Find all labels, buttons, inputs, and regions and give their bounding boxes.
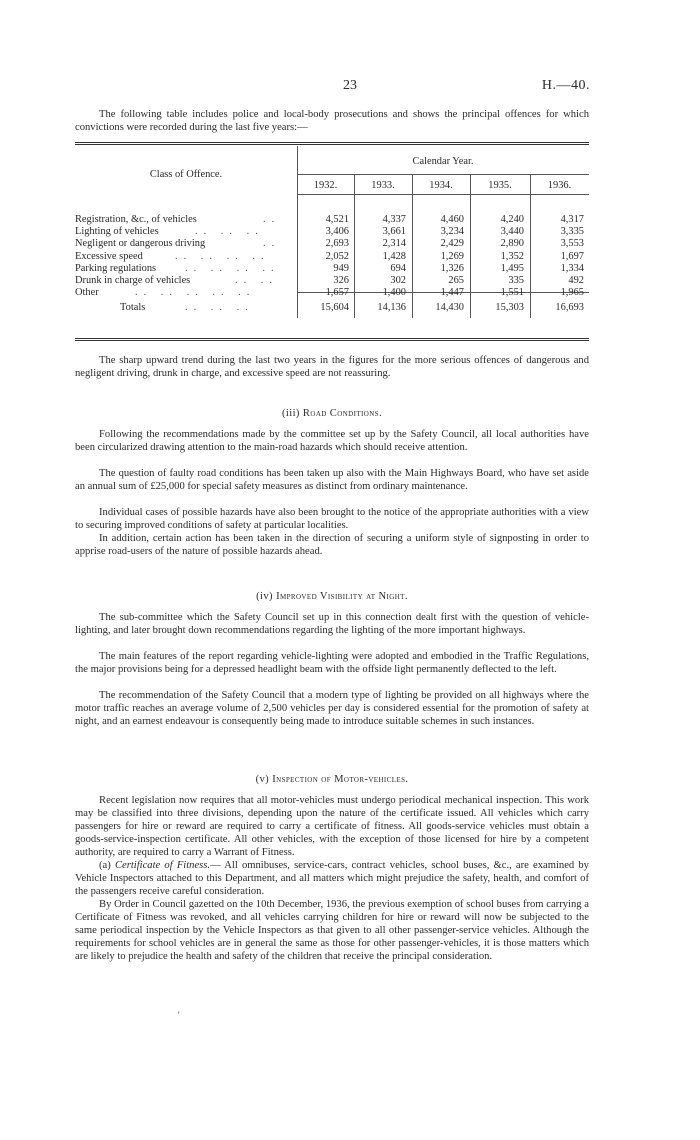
table-cell: 14,136 bbox=[377, 302, 406, 313]
table-cell: 2,693 bbox=[325, 238, 349, 250]
table-cell: 2,890 bbox=[500, 238, 524, 250]
table-cell: 302 bbox=[390, 275, 406, 286]
page-number: 23 bbox=[343, 78, 357, 93]
section-paragraph: The recommendation of the Safety Council that a modern type of lighting be provided on all highways where the motor traffic reaches an average volume of 2,500 vehicles per day is considered essential for the promotion of safety at night, and an earnest endeavour is consequently being made to introduce suitable schemes in such instances. bbox=[75, 690, 589, 727]
offence-label: Lighting of vehicles bbox=[75, 226, 159, 238]
table-cell: 949 bbox=[333, 262, 349, 274]
table-cell: 1,326 bbox=[440, 262, 464, 274]
table-cell: 4,317 bbox=[560, 214, 584, 225]
table-cell: 1,965 bbox=[560, 287, 584, 299]
intro-paragraph: The following table includes police and local-body prosecutions and shows the principal offences for which convictions were recorded during the last five years:— bbox=[75, 109, 589, 133]
table-cell: 15,303 bbox=[495, 302, 524, 313]
year-header: 1932. bbox=[313, 180, 338, 191]
section-heading-visibility: (iv) Improved Visibility at Night. bbox=[256, 591, 408, 602]
table-cell: 4,521 bbox=[325, 214, 349, 225]
offence-label: Excessive speed bbox=[75, 250, 143, 262]
table-cell: 1,400 bbox=[382, 287, 406, 299]
table-cell: 492 bbox=[568, 275, 584, 286]
table-cell: 265 bbox=[448, 275, 464, 286]
table-cell: 1,697 bbox=[560, 250, 584, 262]
table-cell: 2,429 bbox=[440, 238, 464, 250]
table-cell: 4,240 bbox=[500, 214, 524, 225]
offence-label: Negligent or dangerous driving bbox=[75, 238, 206, 250]
table-cell: 4,337 bbox=[382, 214, 406, 225]
section-paragraph: Individual cases of possible hazards have also been brought to the notice of the appropriate authorities with a view to securing improved conditions of safety at particular localities. bbox=[75, 507, 589, 531]
section-paragraph: The sub-committee which the Safety Council set up in this connection dealt first with the question of vehicle-lighting, and later brought down recommendations regarding the lighting of the more important highways. bbox=[75, 612, 589, 636]
section-paragraph: In addition, certain action has been taken in the direction of securing a uniform style of signposting in order to apprise road-users of the nature of possible hazards ahead. bbox=[75, 533, 589, 557]
after-table-paragraph: The sharp upward trend during the last two years in the figures for the more serious offences of dangerous and negligent driving, drunk in charge, and excessive speed are not reassuring. bbox=[75, 355, 589, 379]
table-cell: 14,430 bbox=[435, 302, 464, 313]
table-cell: 1,447 bbox=[440, 287, 464, 299]
offence-label: Registration, &c., of vehicles bbox=[75, 214, 197, 225]
section-heading-road-conditions: (iii) Road Conditions. bbox=[281, 408, 383, 419]
table-cell: 3,234 bbox=[440, 226, 464, 238]
table-cell: 15,604 bbox=[320, 302, 349, 313]
table-cell: 1,657 bbox=[325, 287, 349, 299]
table-cell: 3,406 bbox=[325, 226, 349, 238]
table-cell: 2,314 bbox=[382, 238, 406, 250]
totals-label: Totals bbox=[120, 302, 146, 313]
offence-label: Drunk in charge of vehicles bbox=[75, 275, 191, 286]
section-heading-inspection: (v) Inspection of Motor-vehicles. bbox=[255, 774, 409, 785]
table-cell: 3,553 bbox=[560, 238, 584, 250]
table-cell: 335 bbox=[508, 275, 524, 286]
year-header: 1935. bbox=[488, 180, 512, 191]
table-cell: 326 bbox=[333, 275, 349, 286]
table-bottom-rule bbox=[75, 338, 589, 341]
section-paragraph: The question of faulty road conditions has been taken up also with the Main Highways Board, who have set aside an annual sum of £25,000 for special safety measures as distinct from ordinary maintenance. bbox=[75, 468, 589, 492]
offence-label: Other bbox=[75, 287, 99, 299]
calendar-year-heading: Calendar Year. bbox=[412, 156, 474, 167]
table-cell: 3,440 bbox=[500, 226, 524, 238]
table-cell: 1,428 bbox=[382, 250, 406, 262]
page-header bbox=[0, 78, 700, 98]
section-paragraph: By Order in Council gazetted on the 10th December, 1936, the previous exemption of school buses from carrying a Certificate of Fitness was revoked, and all vehicles carrying children for hire or reward will now be subjected to the same periodical inspection by the Vehicle Inspectors as that given to all other passenger-service vehicles. Although the requirements for school vehicles are in general the same as those for other passenger-vehicles, it is those matters which are likely to prejudice the health and safety of the children that receive the principal consideration. bbox=[75, 899, 589, 962]
offence-label: Parking regulations bbox=[75, 262, 157, 274]
section-paragraph: The main features of the report regarding vehicle-lighting were adopted and embodied in the Traffic Regulations, the major provisions being for a depressed headlight beam with the offside light permanently deflected to the left. bbox=[75, 651, 589, 675]
table-cell: 2,052 bbox=[325, 250, 349, 262]
certificate-of-fitness-title: Certificate of Fitness. bbox=[114, 860, 211, 871]
footer-mark: ' bbox=[178, 1010, 180, 1020]
table-cell: 3,335 bbox=[560, 226, 584, 238]
document-reference: H.—40. bbox=[541, 78, 590, 93]
year-header: 1933. bbox=[371, 180, 395, 191]
year-header: 1936. bbox=[547, 180, 572, 191]
year-header: 1934. bbox=[429, 180, 453, 191]
table-cell: 1,352 bbox=[500, 250, 524, 262]
table-cell: 1,334 bbox=[560, 262, 584, 274]
table-top-rule bbox=[75, 142, 589, 145]
table-cell: 1,269 bbox=[440, 250, 464, 262]
table-cell: 3,661 bbox=[382, 226, 406, 238]
offences-table: Class of Offence. Calendar Year. 1932. 1933. 1934. 1935. 1936. Registration, &c., of vehicles .. 4,521 4,337 4,460 4,240 4,317 Lighting of vehicles .. .. .. 3,406 3,661 3,234 3,440 3,335 Negligent or dangerous driving .. 2,693 2,314 2,429 2,890 3,553 Excessive speed .. .. .. .. 2,052 1,428 1,269 1,352 1,697 Parking regulations .. .. .. .. 949 694 1,326 1,495 1,334 Drunk in charge of vehicles .. .. 326 302 265 335 492 Other .. .. .. .. .. 1,657 1,400 1,447 1,551 1,965 Totals .. .. .. 15,604 14,136 14,430 15,303 16,693 bbox=[75, 142, 589, 350]
table-cell: 1,551 bbox=[500, 287, 524, 299]
section-paragraph-certificate: (a) Certificate of Fitness.— All omnibuses, service-cars, contract vehicles, school buses, &c., are examined by Vehicle Inspectors attached to this Department, and all matters which might prejudice the safety, health, and comfort of the passengers receive careful consideration. bbox=[75, 860, 589, 897]
section-paragraph: Recent legislation now requires that all motor-vehicles must undergo periodical mechanical inspection. This work may be classified into three divisions, depending upon the nature of the certificate issued. All vehicles which carry passengers for hire or reward are required to carry a certificate of fitness. All goods-service vehicles must obtain a goods-service-inspection certificate. All other vehicles, with the exception of those licensed for hire by a competent authority, are required to carry a Warrant of Fitness. bbox=[75, 795, 589, 858]
class-of-offence-heading: Class of Offence. bbox=[149, 169, 223, 180]
table-cell: 4,460 bbox=[440, 214, 464, 225]
table-cell: 16,693 bbox=[555, 302, 584, 313]
section-paragraph: Following the recommendations made by the committee set up by the Safety Council, all local authorities have been circularized drawing attention to the main-road hazards which should receive attention. bbox=[75, 429, 589, 453]
table-cell: 694 bbox=[390, 262, 406, 274]
table-cell: 1,495 bbox=[500, 262, 524, 274]
